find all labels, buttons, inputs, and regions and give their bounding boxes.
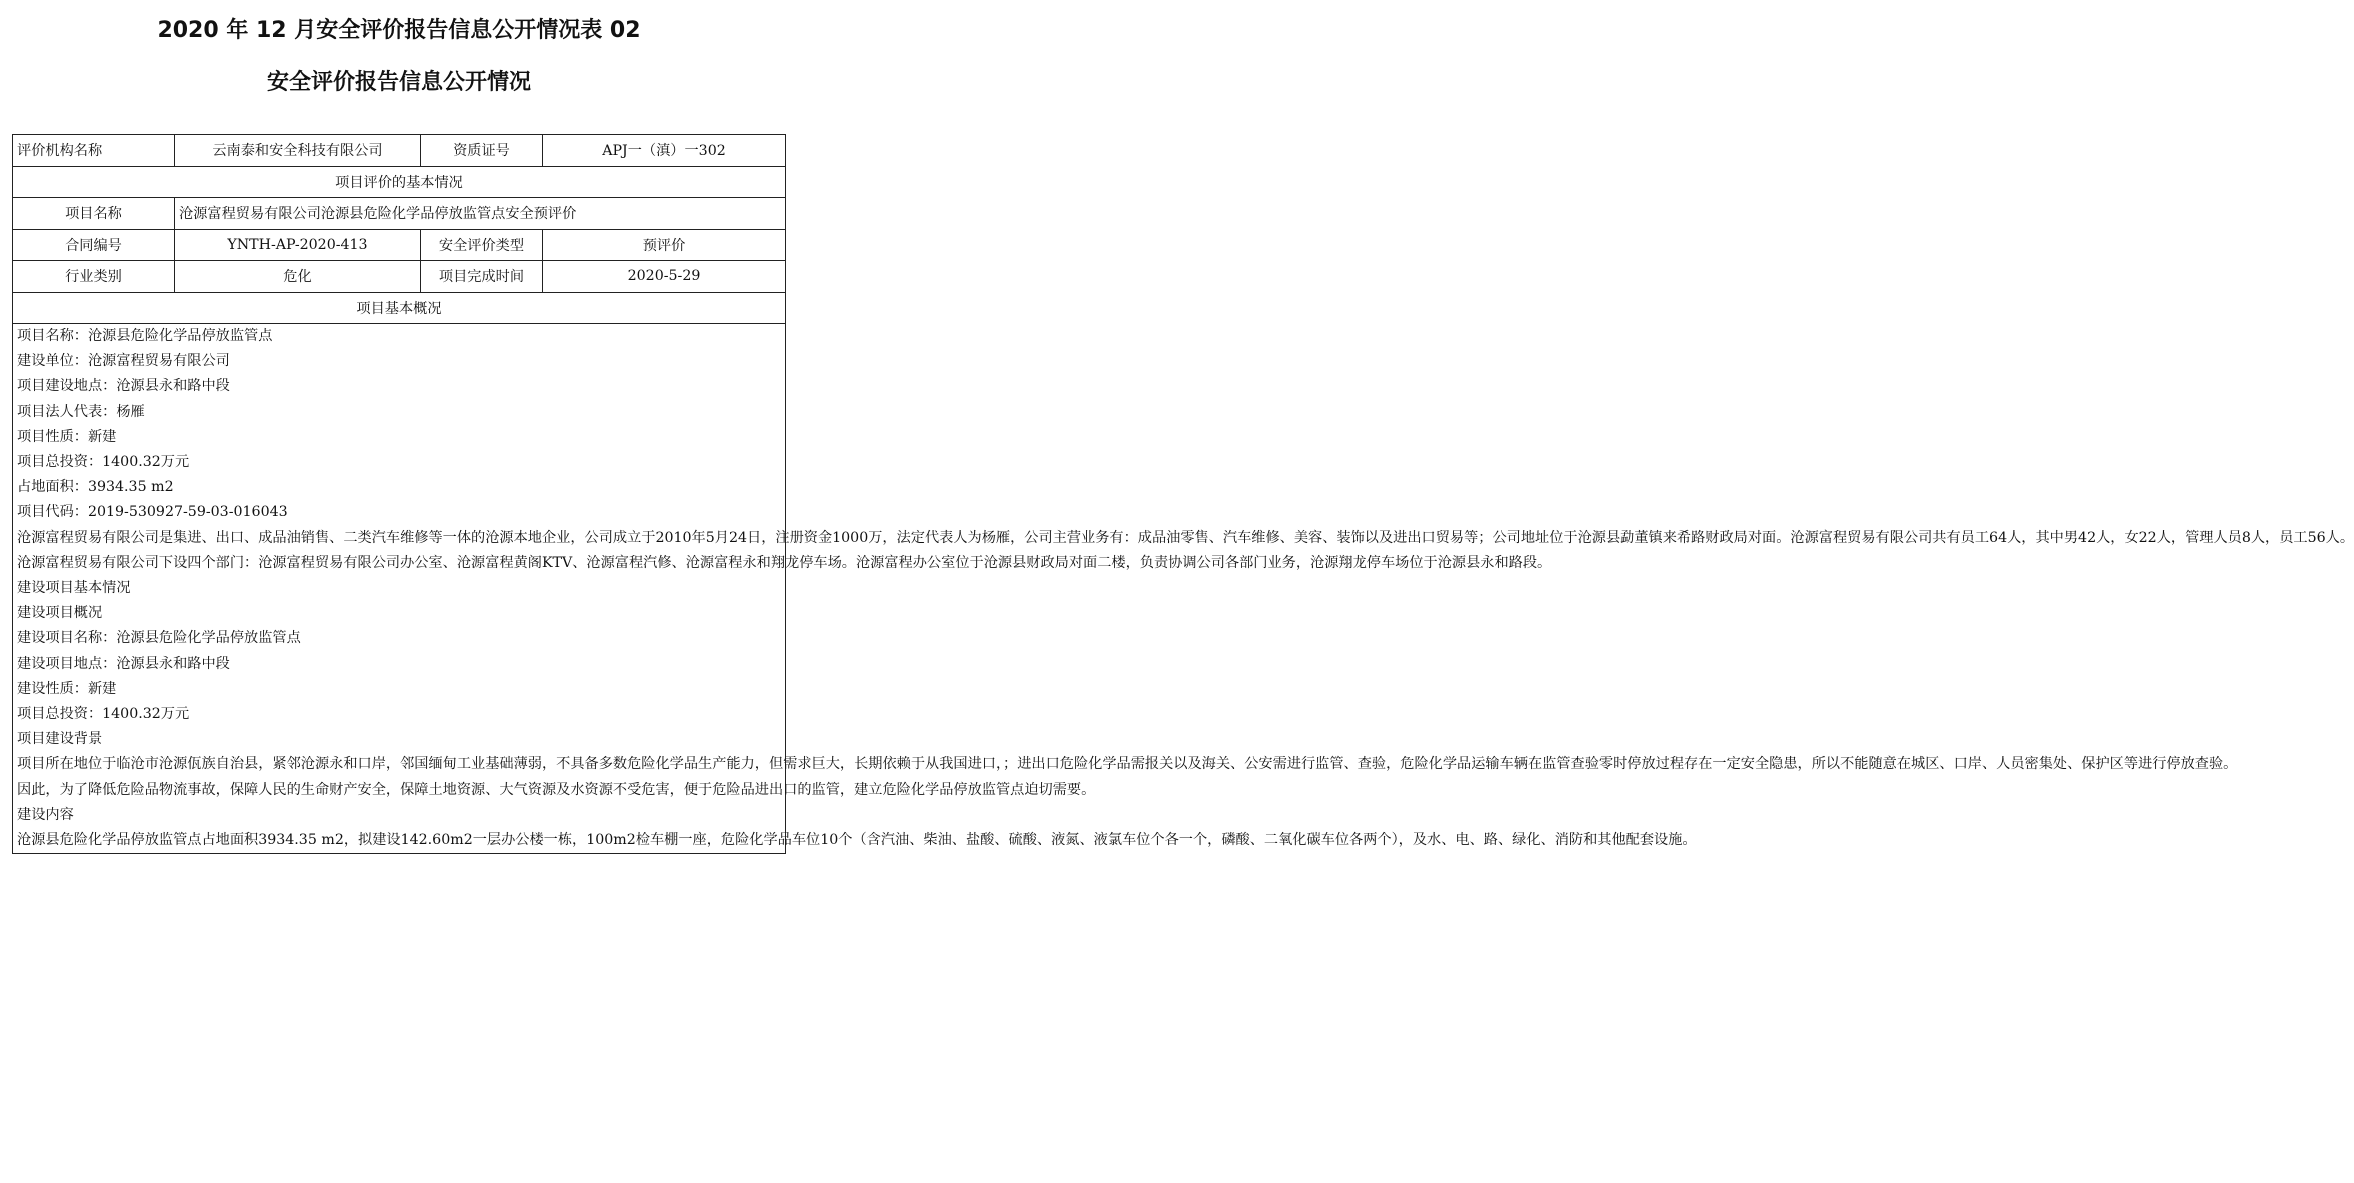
table-row — [13, 166, 786, 198]
table-row — [13, 292, 786, 324]
project-name-value: 沧源富程贸易有限公司沧源县危险化学品停放监管点安全预评价 — [175, 198, 786, 230]
overview-line: 项目总投资：1400.32万元 — [17, 454, 190, 471]
overview-line: 建设项目概况 — [17, 605, 103, 622]
overview-line: 项目总投资：1400.32万元 — [17, 706, 190, 723]
eval-type-value: 预评价 — [543, 229, 786, 261]
org-label: 评价机构名称 — [13, 135, 175, 167]
table-row — [13, 135, 786, 167]
overview-line: 占地面积：3934.35 m2 — [17, 479, 174, 496]
overview-line: 项目建设地点：沧源县永和路中段 — [17, 378, 230, 395]
overview-line: 建设单位：沧源富程贸易有限公司 — [17, 353, 230, 370]
overview-line: 建设性质：新建 — [17, 680, 117, 697]
table-row — [13, 198, 786, 230]
overview-line: 项目名称：沧源县危险化学品停放监管点 — [17, 328, 273, 344]
cert-value: APJ一（滇）一302 — [543, 135, 786, 167]
overview-paragraph: 沧源富程贸易有限公司是集进、出口、成品油销售、二类汽车维修等一体的沧源本地企业，公司成立于2010年5月24日，注册资金1000万，法定代表人为杨雁，公司主营业务有：成品油零售、汽车维修、美容、装饰以及进出口贸易等；公司地址位于沧源县勐董镇来希路财政局对面。沧源富程贸易有限公司共有员工64人，其中男42人，女22人，管理人员8人，员工56人。 — [17, 529, 2354, 546]
industry-value: 危化 — [175, 261, 421, 293]
contract-value: YNTH-AP-2020-413 — [175, 229, 421, 261]
cert-label: 资质证号 — [421, 135, 543, 167]
table-row — [13, 324, 786, 854]
eval-type-label: 安全评价类型 — [421, 229, 543, 261]
overview-line: 项目法人代表：杨雁 — [17, 403, 145, 420]
document-title: 2020 年 12 月安全评价报告信息公开情况表 02 — [157, 18, 641, 43]
basic-section-heading: 项目评价的基本情况 — [13, 166, 786, 198]
overview-line: 项目性质：新建 — [17, 428, 117, 445]
overview-line: 建设项目地点：沧源县永和路中段 — [17, 655, 230, 672]
overview-line: 建设项目名称：沧源县危险化学品停放监管点 — [17, 630, 301, 647]
overview-body — [13, 324, 2354, 854]
overview-line: 建设项目基本情况 — [17, 580, 131, 597]
overview-section-heading: 项目基本概况 — [13, 292, 786, 324]
industry-label: 行业类别 — [13, 261, 175, 293]
overview-paragraph: 沧源县危险化学品停放监管点占地面积3934.35 m2，拟建设142.60m2一层办公楼一栋，100m2检车棚一座，危险化学品车位10个（含汽油、柴油、盐酸、硫酸、液氮、液氯车位个各一个，磷酸、二氧化碳车位各两个），及水、电、路、绿化、消防和其他配套设施。 — [17, 832, 1697, 849]
contract-label: 合同编号 — [13, 229, 175, 261]
overview-line: 项目代码：2019-530927-59-03-016043 — [17, 504, 288, 521]
finish-label: 项目完成时间 — [421, 261, 543, 293]
project-name-label: 项目名称 — [13, 198, 175, 230]
overview-paragraph: 沧源富程贸易有限公司下设四个部门：沧源富程贸易有限公司办公室、沧源富程黄阁KTV、沧源富程汽修、沧源富程永和翔龙停车场。沧源富程办公室位于沧源县财政局对面二楼，负责协调公司各部门业务，沧源翔龙停车场位于沧源县永和路段。 — [17, 554, 1552, 571]
org-value: 云南泰和安全科技有限公司 — [175, 135, 421, 167]
table-row — [13, 261, 786, 293]
info-table — [12, 134, 2354, 854]
overview-line: 建设内容 — [17, 806, 74, 823]
overview-paragraph: 项目所在地位于临沧市沧源佤族自治县，紧邻沧源永和口岸，邻国缅甸工业基础薄弱，不具备多数危险化学品生产能力，但需求巨大，长期依赖于从我国进口，；进出口危险化学品需报关以及海关、公安需进行监管、查验，危险化学品运输车辆在监管查验零时停放过程存在一定安全隐患，所以不能随意在城区、口岸、人员密集处、保护区等进行停放查验。 — [17, 756, 2238, 773]
overview-line: 项目建设背景 — [17, 731, 103, 748]
document-subtitle: 安全评价报告信息公开情况 — [266, 70, 531, 95]
finish-value: 2020-5-29 — [543, 261, 786, 293]
overview-paragraph: 因此，为了降低危险品物流事故，保障人民的生命财产安全，保障土地资源、大气资源及水资源不受危害，便于危险品进出口的监管，建立危险化学品停放监管点迫切需要。 — [17, 781, 1096, 798]
table-row — [13, 229, 786, 261]
